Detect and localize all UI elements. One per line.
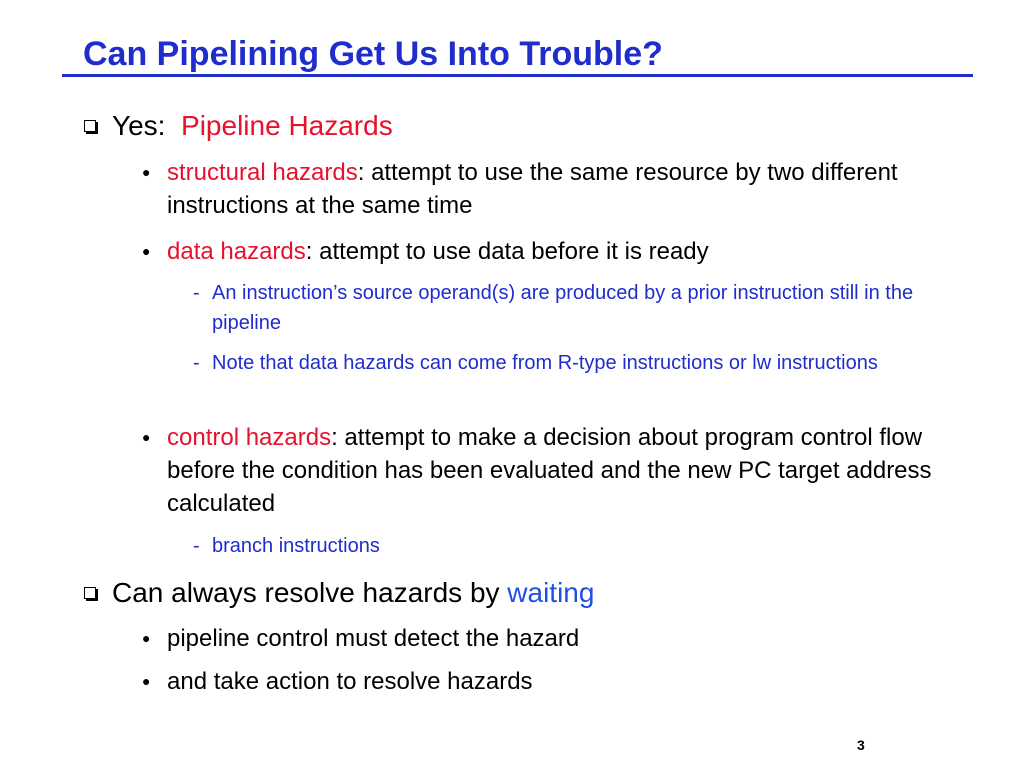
control-hazards-text: : attempt to make a decision about program control flow before the condition has been evaluated and the new PC target address calculated <box>167 424 932 517</box>
data-hazards-term: data hazards <box>167 238 306 265</box>
dash-bullet-icon: - <box>193 282 200 304</box>
bullet-yes-lead: Yes: <box>112 110 166 141</box>
square-bullet-icon <box>84 587 96 599</box>
bullet-resolve-by-waiting <box>84 577 594 609</box>
detect-hazard-text: pipeline control must detect the hazard <box>167 625 580 652</box>
bullet-resolve-highlight: waiting <box>507 577 595 608</box>
detail-source-operand-text: An instruction’s source operand(s) are produced by a prior instruction still in the pipeline <box>212 282 914 334</box>
page-number: 3 <box>857 737 865 753</box>
take-action-text: and take action to resolve hazards <box>167 668 533 695</box>
dash-bullet-icon: - <box>193 352 200 374</box>
round-bullet-icon: ● <box>142 630 151 646</box>
structural-hazards-term: structural hazards <box>167 159 358 186</box>
bullet-yes-highlight: Pipeline Hazards <box>181 110 393 141</box>
round-bullet-icon: ● <box>142 243 151 259</box>
dash-bullet-icon: - <box>193 535 200 557</box>
detail-branch-instructions-text: branch instructions <box>212 535 380 557</box>
bullet-resolve-lead: Can always resolve hazards by <box>112 577 500 608</box>
round-bullet-icon: ● <box>142 164 151 180</box>
structural-hazards-text: : attempt to use the same resource by two different instructions at the same time <box>167 159 898 219</box>
slide-title: Can Pipelining Get Us Into Trouble? <box>83 35 663 73</box>
control-hazards-term: control hazards <box>167 424 332 451</box>
square-bullet-icon <box>84 120 96 132</box>
bullet-yes <box>84 110 393 142</box>
round-bullet-icon: ● <box>142 673 151 689</box>
detail-rtype-lw-text: Note that data hazards can come from R-type instructions or lw instructions <box>212 352 878 374</box>
data-hazards-text: : attempt to use data before it is ready <box>305 238 709 265</box>
round-bullet-icon: ● <box>142 429 151 445</box>
